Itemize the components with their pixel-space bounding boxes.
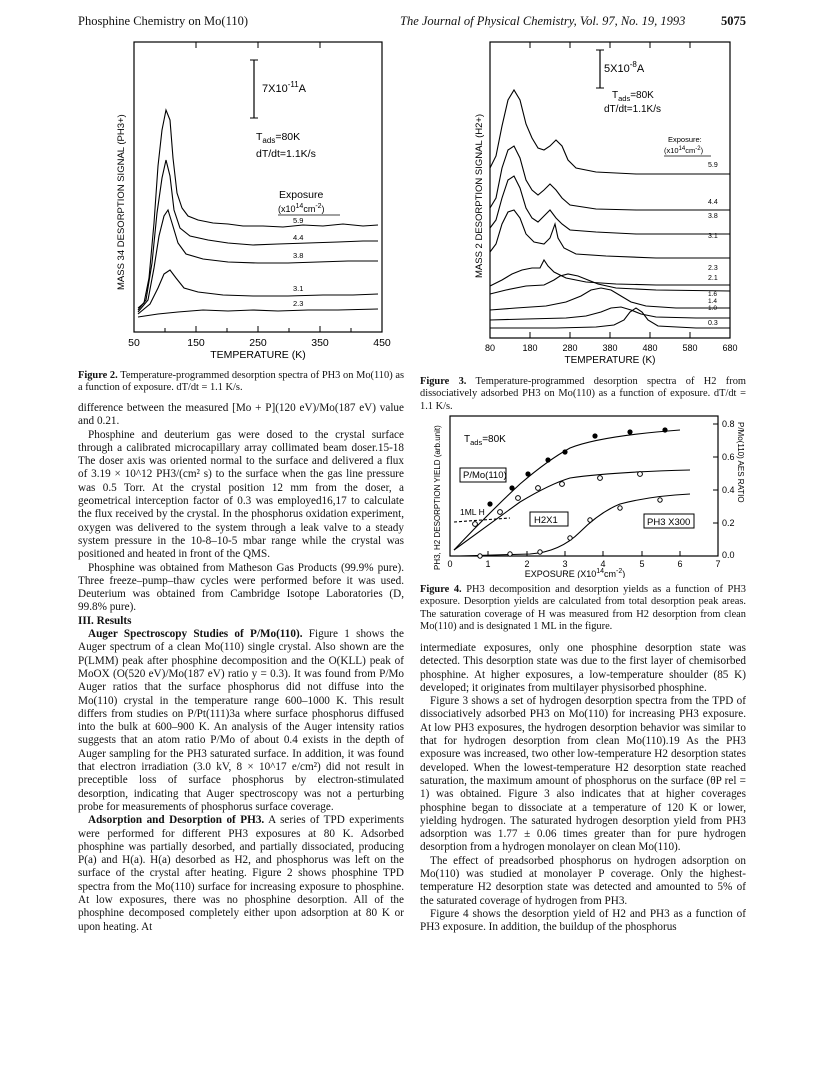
paragraph-continuation: difference between the measured [Mo + P](120 eV)/Mo(187 eV) value and 0.21.: [78, 402, 404, 428]
fig2-tick-450: 450: [373, 337, 391, 349]
fig2-curve-3.1: [138, 270, 378, 314]
fig2-label-2.3: 2.3: [293, 299, 304, 308]
fig2-rate: dT/dt=1.1K/s: [256, 148, 316, 160]
fig4-tick-x-5: 5: [639, 559, 645, 569]
fig3-curve-1.0: [490, 307, 730, 320]
fig4-tick-x-0: 0: [447, 559, 453, 569]
fig4-tick-x-7: 7: [715, 559, 721, 569]
section-heading-results: III. Results: [78, 614, 132, 627]
paragraph-materials: Phosphine was obtained from Matheson Gas Products (99.9% pure). Three freeze–pump–thaw cycles were performed before it was used. Deuterium was obtained from Cambridge Isotope Laboratories (D, 99.8% pure).: [78, 561, 404, 614]
paragraph-figure4: Figure 4 shows the desorption yield of H2 and PH3 as a function of PH3 exposure. In addition, the buildup of the phosphorus: [420, 907, 746, 934]
fig4-y2label: P/Mo(110) AES RATIO: [736, 422, 745, 503]
fig3-label-5.9: 5.9: [708, 162, 718, 169]
fig3-exposure-unit: $(x10^{14}cm^{-2})$: [664, 146, 704, 155]
fig4-box-h2x1-label: H2X1: [534, 515, 558, 526]
paragraph-adsorption: Adsorption and Desorption of PH3. A series of TPD experiments were performed for different PH3 exposures at 80 K. Adsorbed phosphine was partially desorbed, and partially dissociated, producing P(a) and H(a). H(a) desorbed as H2, and phosphorus was left on the surface of the crystal after heating. Figure 2 shows phosphine TPD spectra from the Mo(110) surface for increasing exposure to phosphine. At low exposures, there was no phosphine desorption. All of the phosphine decomposed completely either upon adsorption at 80 K or upon heating. At: [78, 814, 404, 933]
fig2-tick-350: 350: [311, 337, 329, 349]
fig2-exposure-unit: $(x10^{14}cm^{-2})$: [278, 203, 325, 214]
fig3-label-2.1: 2.1: [708, 275, 718, 282]
fig2-ylabel: MASS 34 DESORPTION SIGNAL (PH3+): [116, 114, 127, 290]
fig4-xlabel: EXPOSURE $(X10^{14}cm^{-2})$: [524, 568, 626, 578]
fig3-label-1.0: 1.0: [708, 305, 718, 312]
fig4-box-ph3x300-label: PH3 X300: [647, 517, 691, 528]
fig3-tick-580: 580: [682, 343, 698, 353]
journal-citation: The Journal of Physical Chemistry, Vol. 97, No. 19, 1993: [400, 14, 686, 28]
fig4-tick-r-0.2: 0.2: [722, 518, 735, 528]
fig2-label-5.9: 5.9: [293, 216, 304, 225]
fig4-tick-x-1: 1: [485, 559, 491, 569]
fig2-curve-2.3: [138, 309, 378, 317]
fig2-exposure-title: Exposure: [279, 189, 324, 201]
fig3-scale-label: $5X10^{-8}A$: [604, 60, 645, 75]
fig3-curve-3.8: [490, 176, 730, 234]
fig4-tick-r-0.6: 0.6: [722, 452, 735, 462]
fig3-exposure-title: Exposure:: [668, 135, 702, 144]
fig3-rate: dT/dt=1.1K/s: [604, 104, 661, 115]
figure-3-caption: Figure 3. Temperature-programmed desorption spectra of H2 from dissociatively adsorbed PH3 on Mo(110) as a function of exposure. dT/dt = 1.1 K/s.: [420, 376, 746, 412]
fig3-curve-1.6: [490, 288, 730, 310]
fig3-label-3.8: 3.8: [708, 213, 718, 220]
fig2-scale-label: $7X10^{-11}A$: [262, 80, 307, 95]
fig3-tick-680: 680: [722, 343, 738, 353]
fig3-frame: [490, 42, 730, 338]
page-number: 5075: [721, 14, 746, 28]
fig3-tads: $T_{ads}=80K$: [612, 90, 654, 103]
fig3-curve-2.3: [490, 260, 730, 286]
fig3-tick-380: 380: [602, 343, 618, 353]
fig2-tick-150: 150: [187, 337, 205, 349]
fig3-tick-480: 480: [642, 343, 658, 353]
paragraph-figure3: Figure 3 shows a set of hydrogen desorption spectra from the TPD of dissociatively adsorbed PH3 on Mo(110) for increasing PH3 exposure. At low PH3 exposures, the hydrogen desorption behavior was similar to that for hydrogen desorption from clean Mo(110).19 As the PH3 exposure was increased, two other low-temperature H2 desorption states developed. When the lowest-temperature H2 desorption state reached saturation, the maximum amount of phosphorus on the surface (θP rel = 1) was obtained. Figure 3 also indicates that at higher coverages phosphine began to dissociate at a temperature of 120 K or lower, yielding hydrogen. The saturated hydrogen desorption yield from PH3 adsorption was 1.77 ± 0.06 times greater than for pure hydrogen desorption from a hydrogen monolayer on clean Mo(110).: [420, 695, 746, 854]
fig3-label-4.4: 4.4: [708, 199, 718, 206]
right-column-text: [420, 642, 746, 935]
fig2-label-3.8: 3.8: [293, 251, 304, 260]
running-header-left: Phosphine Chemistry on Mo(110): [78, 14, 249, 28]
fig2-curve-3.8: [138, 210, 378, 312]
paragraph-auger: Auger Spectroscopy Studies of P/Mo(110). Figure 1 shows the Auger spectrum of a clean Mo(110) single crystal. Also shown are the P(LMM) peak after phosphine decomposition and the O(KLL) peak of MoOX (O(520 eV)/Mo(187 eV) ratio y = 0.3). It was found from P/Mo Auger ratios that the surface phosphorus did not diffuse into the Mo(110) crystal in the temperature range 600–1000 K. This result differs from studies on P/Pt(111)3a where surface phosphorus diffused into the bulk at 600–900 K. An analysis of the Auger intensity ratios suggests that an atom ratio P/Mo of about 0.4 exists in the depth of Auger sampling for the PH3 saturated surface. In addition, it was found that electron irradiation (3.0 kV, 8 × 10^17 e/cm²) did not result in preceptible loss of surface phosphorus by electron-stimulated desorption, indicating that Auger spectroscopy was not a perturbing probe for measurements of phosphorus surface coverage.: [78, 628, 404, 813]
fig2-tick-50: 50: [128, 337, 140, 349]
fig3-label-3.1: 3.1: [708, 233, 718, 240]
figure-2-caption: Figure 2. Temperature-programmed desorption spectra of PH3 on Mo(110) as a function of exposure. dT/dt = 1.1 K/s.: [78, 370, 404, 394]
fig4-tick-r-0.0: 0.0: [722, 550, 735, 560]
fig3-curve-5.9: [490, 90, 730, 174]
fig3-xlabel: TEMPERATURE (K): [564, 355, 656, 366]
fig3-label-2.3: 2.3: [708, 265, 718, 272]
fig2-tads: $T_{ads}=80K$: [256, 131, 301, 145]
fig3-tick-80: 80: [484, 343, 496, 353]
fig4-ylabel: PH3, H2 DESORPTION YIELD (arb.unit): [433, 425, 442, 570]
fig3-label-1.6: 1.6: [708, 291, 718, 298]
fig4-box-p-mo-label: P/Mo(110): [463, 470, 507, 481]
fig2-xlabel: TEMPERATURE (K): [210, 349, 306, 361]
fig3-label-0.3: 0.3: [708, 320, 718, 327]
fig4-tads: $T_{ads}=80K$: [464, 434, 506, 447]
figure-3-plot: [436, 38, 748, 368]
figure-4-plot: [420, 412, 750, 578]
fig2-label-4.4: 4.4: [293, 233, 304, 242]
fig2-label-3.1: 3.1: [293, 284, 304, 293]
running-header-right: [400, 14, 746, 29]
fig3-tick-180: 180: [522, 343, 538, 353]
fig4-tick-x-4: 4: [600, 559, 606, 569]
fig4-1ml-label: 1ML H: [460, 507, 485, 517]
paragraph-dosing: Phosphine and deuterium gas were dosed to the crystal surface through a calibrated microcapillary array collimated beam doser.15-18 The doser axis was oriented normal to the surface and delivered a flux of 3.19 × 10^12 PH3/(cm² s) to the surface when the gas line pressure was 0.5 Torr. At the crystal position 12 mm from the doser, a geometrical interception factor of 0.3 was employed16,17 to calculate the flux received by the crystal. In the phosphorus oxidation experiment, oxygen was delivered to the system through a leak valve to a steady system pressure in the 10-8–10-5 mbar range while the crystal was positioned and heated in front of the QMS.: [78, 428, 404, 561]
fig4-tick-r-0.4: 0.4: [722, 485, 735, 495]
left-column-text: [78, 402, 404, 934]
paragraph-intermediate: intermediate exposures, only one phosphine desorption state was detected. This desorption state was due to the first layer of chemisorbed phosphine. At higher exposures, a low-temperature shoulder (85 K) developed; it originates from multilayer physisorbed phosphine.: [420, 642, 746, 694]
fig3-tick-280: 280: [562, 343, 578, 353]
fig4-tick-r-0.8: 0.8: [722, 419, 735, 429]
fig4-tick-x-3: 3: [562, 559, 568, 569]
fig2-tick-250: 250: [249, 337, 267, 349]
fig4-h2-curve: [454, 430, 680, 550]
fig2-curve-4.4: [138, 160, 378, 310]
fig3-label-1.4: 1.4: [708, 298, 718, 305]
paragraph-preadsorbed: The effect of preadsorbed phosphorus on hydrogen adsorption on Mo(110) was studied at monolayer P coverage. Only the highest-temperature H2 desorption state was detected and amounted to 5% of the saturated coverage of hydrogen from PH3.: [420, 854, 746, 907]
fig3-ylabel: MASS 2 DESORPTION SIGNAL (H2+): [474, 113, 485, 278]
fig4-tick-x-2: 2: [524, 559, 530, 569]
fig4-tick-x-6: 6: [677, 559, 683, 569]
figure-4-caption: Figure 4. PH3 decomposition and desorption yields as a function of PH3 exposure. Desorption yields are calculated from total desorption peak areas. The saturation coverage of H was measured from H2 desorption from clean Mo(110) and is designated 1 ML in the figure.: [420, 584, 746, 633]
figure-2-plot: [78, 38, 404, 368]
